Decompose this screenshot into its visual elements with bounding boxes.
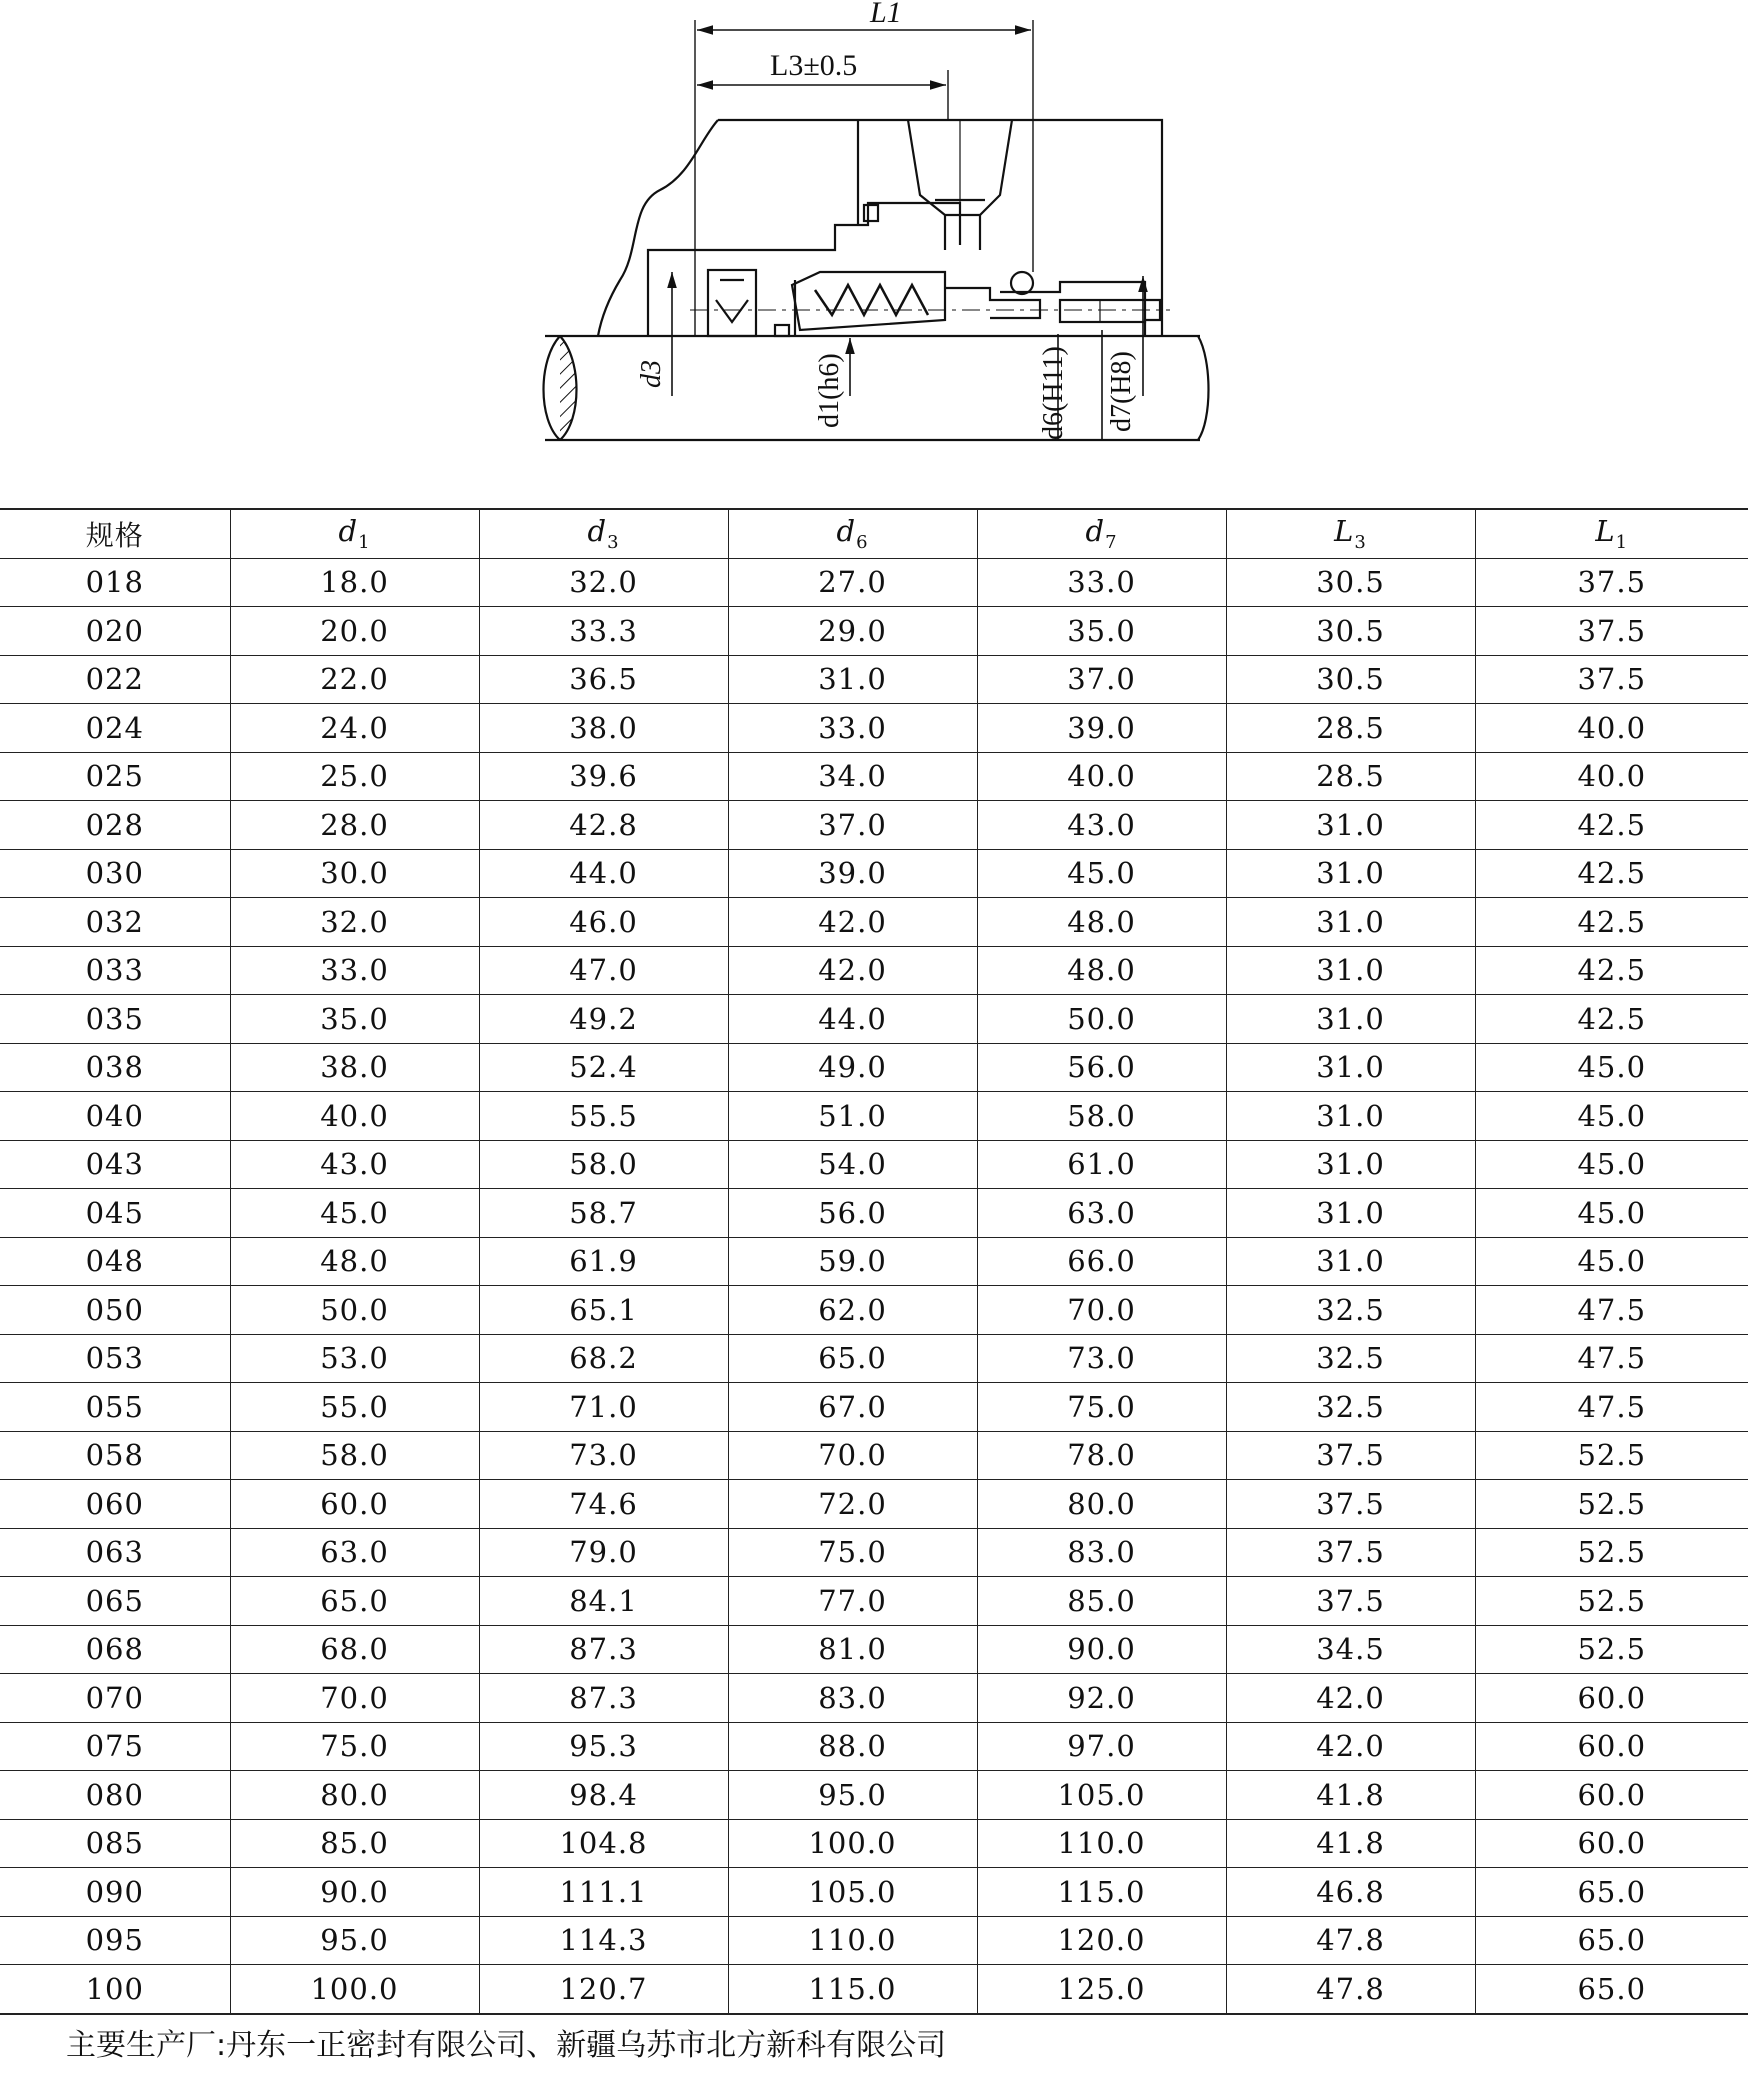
value-cell: 33.0 (728, 704, 977, 753)
value-cell: 37.5 (1475, 607, 1748, 656)
spec-cell: 038 (0, 1043, 230, 1092)
spec-cell: 048 (0, 1237, 230, 1286)
value-cell: 42.5 (1475, 801, 1748, 850)
value-cell: 33.0 (977, 558, 1226, 607)
value-cell: 65.0 (1475, 1965, 1748, 2014)
header-l1: $L_1$ (1475, 509, 1748, 558)
value-cell: 114.3 (479, 1916, 728, 1965)
value-cell: 37.0 (728, 801, 977, 850)
value-cell: 40.0 (977, 752, 1226, 801)
value-cell: 111.1 (479, 1868, 728, 1917)
spec-cell: 032 (0, 898, 230, 947)
value-cell: 31.0 (1226, 1237, 1475, 1286)
spec-cell: 053 (0, 1334, 230, 1383)
value-cell: 61.0 (977, 1140, 1226, 1189)
value-cell: 37.5 (1475, 655, 1748, 704)
header-d1: $d_1$ (230, 509, 479, 558)
spec-cell: 033 (0, 946, 230, 995)
table-body (0, 558, 1748, 2014)
value-cell: 24.0 (230, 704, 479, 753)
value-cell: 70.0 (230, 1674, 479, 1723)
value-cell: 65.1 (479, 1286, 728, 1335)
spec-cell: 055 (0, 1383, 230, 1432)
value-cell: 48.0 (230, 1237, 479, 1286)
value-cell: 95.0 (728, 1771, 977, 1820)
value-cell: 53.0 (230, 1334, 479, 1383)
value-cell: 47.5 (1475, 1286, 1748, 1335)
value-cell: 78.0 (977, 1431, 1226, 1480)
table-row (0, 1431, 1748, 1480)
value-cell: 45.0 (1475, 1237, 1748, 1286)
table-row (0, 1625, 1748, 1674)
value-cell: 47.0 (479, 946, 728, 995)
value-cell: 67.0 (728, 1383, 977, 1432)
table-row (0, 898, 1748, 947)
value-cell: 32.5 (1226, 1334, 1475, 1383)
table-row (0, 1916, 1748, 1965)
value-cell: 63.0 (977, 1189, 1226, 1238)
table-row (0, 558, 1748, 607)
value-cell: 52.5 (1475, 1625, 1748, 1674)
value-cell: 48.0 (977, 898, 1226, 947)
spec-cell: 050 (0, 1286, 230, 1335)
value-cell: 42.5 (1475, 849, 1748, 898)
value-cell: 62.0 (728, 1286, 977, 1335)
value-cell: 98.4 (479, 1771, 728, 1820)
value-cell: 37.0 (977, 655, 1226, 704)
value-cell: 125.0 (977, 1965, 1226, 2014)
spec-cell: 028 (0, 801, 230, 850)
table-header-row (0, 509, 1748, 558)
value-cell: 49.2 (479, 995, 728, 1044)
value-cell: 56.0 (977, 1043, 1226, 1092)
value-cell: 80.0 (977, 1480, 1226, 1529)
spec-cell: 030 (0, 849, 230, 898)
value-cell: 46.8 (1226, 1868, 1475, 1917)
value-cell: 73.0 (479, 1431, 728, 1480)
table-row (0, 995, 1748, 1044)
value-cell: 44.0 (479, 849, 728, 898)
value-cell: 35.0 (230, 995, 479, 1044)
spec-cell: 063 (0, 1528, 230, 1577)
value-cell: 52.5 (1475, 1431, 1748, 1480)
value-cell: 115.0 (728, 1965, 977, 2014)
table-row (0, 1771, 1748, 1820)
spec-cell: 043 (0, 1140, 230, 1189)
value-cell: 42.5 (1475, 898, 1748, 947)
value-cell: 60.0 (1475, 1674, 1748, 1723)
value-cell: 29.0 (728, 607, 977, 656)
value-cell: 39.0 (728, 849, 977, 898)
value-cell: 68.0 (230, 1625, 479, 1674)
spec-cell: 070 (0, 1674, 230, 1723)
d6-dimension-label: d6(H11) (1038, 346, 1069, 440)
value-cell: 61.9 (479, 1237, 728, 1286)
table-row (0, 1674, 1748, 1723)
table-row (0, 752, 1748, 801)
value-cell: 87.3 (479, 1674, 728, 1723)
spec-cell: 022 (0, 655, 230, 704)
value-cell: 65.0 (728, 1334, 977, 1383)
value-cell: 31.0 (728, 655, 977, 704)
value-cell: 30.5 (1226, 558, 1475, 607)
value-cell: 42.8 (479, 801, 728, 850)
value-cell: 40.0 (1475, 752, 1748, 801)
table-row (0, 1528, 1748, 1577)
value-cell: 42.5 (1475, 946, 1748, 995)
value-cell: 105.0 (728, 1868, 977, 1917)
value-cell: 36.5 (479, 655, 728, 704)
value-cell: 60.0 (1475, 1722, 1748, 1771)
value-cell: 50.0 (230, 1286, 479, 1335)
spec-cell: 025 (0, 752, 230, 801)
value-cell: 51.0 (728, 1092, 977, 1141)
value-cell: 71.0 (479, 1383, 728, 1432)
value-cell: 45.0 (1475, 1140, 1748, 1189)
table-row (0, 1237, 1748, 1286)
value-cell: 32.0 (479, 558, 728, 607)
spec-cell: 075 (0, 1722, 230, 1771)
value-cell: 38.0 (230, 1043, 479, 1092)
table-row (0, 1577, 1748, 1626)
value-cell: 70.0 (977, 1286, 1226, 1335)
value-cell: 31.0 (1226, 801, 1475, 850)
header-d3: $d_3$ (479, 509, 728, 558)
value-cell: 115.0 (977, 1868, 1226, 1917)
value-cell: 58.0 (479, 1140, 728, 1189)
value-cell: 49.0 (728, 1043, 977, 1092)
value-cell: 41.8 (1226, 1771, 1475, 1820)
value-cell: 83.0 (977, 1528, 1226, 1577)
value-cell: 37.5 (1226, 1431, 1475, 1480)
value-cell: 31.0 (1226, 1189, 1475, 1238)
spec-cell: 068 (0, 1625, 230, 1674)
value-cell: 47.8 (1226, 1916, 1475, 1965)
value-cell: 42.5 (1475, 995, 1748, 1044)
value-cell: 65.0 (1475, 1916, 1748, 1965)
value-cell: 80.0 (230, 1771, 479, 1820)
table-row (0, 1286, 1748, 1335)
value-cell: 65.0 (230, 1577, 479, 1626)
seal-cross-section-drawing (0, 0, 1748, 470)
spec-cell: 035 (0, 995, 230, 1044)
header-d6: $d_6$ (728, 509, 977, 558)
l3-dimension-label: L3±0.5 (770, 49, 858, 82)
value-cell: 41.8 (1226, 1819, 1475, 1868)
value-cell: 27.0 (728, 558, 977, 607)
value-cell: 43.0 (230, 1140, 479, 1189)
value-cell: 65.0 (1475, 1868, 1748, 1917)
value-cell: 95.3 (479, 1722, 728, 1771)
value-cell: 25.0 (230, 752, 479, 801)
spec-cell: 095 (0, 1916, 230, 1965)
value-cell: 110.0 (977, 1819, 1226, 1868)
d3-dimension-label: d3 (636, 360, 667, 388)
value-cell: 37.5 (1226, 1528, 1475, 1577)
value-cell: 77.0 (728, 1577, 977, 1626)
header-spec: 规格 (0, 509, 230, 558)
value-cell: 34.5 (1226, 1625, 1475, 1674)
value-cell: 79.0 (479, 1528, 728, 1577)
value-cell: 110.0 (728, 1916, 977, 1965)
value-cell: 50.0 (977, 995, 1226, 1044)
spec-cell: 020 (0, 607, 230, 656)
spec-cell: 040 (0, 1092, 230, 1141)
value-cell: 42.0 (728, 946, 977, 995)
value-cell: 70.0 (728, 1431, 977, 1480)
value-cell: 72.0 (728, 1480, 977, 1529)
spec-cell: 024 (0, 704, 230, 753)
value-cell: 31.0 (1226, 1092, 1475, 1141)
value-cell: 75.0 (230, 1722, 479, 1771)
value-cell: 46.0 (479, 898, 728, 947)
value-cell: 42.0 (1226, 1722, 1475, 1771)
spec-cell: 080 (0, 1771, 230, 1820)
value-cell: 60.0 (1475, 1771, 1748, 1820)
table-row (0, 1965, 1748, 2014)
value-cell: 47.5 (1475, 1383, 1748, 1432)
value-cell: 30.5 (1226, 655, 1475, 704)
value-cell: 38.0 (479, 704, 728, 753)
spec-cell: 100 (0, 1965, 230, 2014)
table-row (0, 1819, 1748, 1868)
spec-cell: 018 (0, 558, 230, 607)
value-cell: 59.0 (728, 1237, 977, 1286)
value-cell: 48.0 (977, 946, 1226, 995)
table-row (0, 1868, 1748, 1917)
value-cell: 85.0 (977, 1577, 1226, 1626)
value-cell: 120.7 (479, 1965, 728, 2014)
value-cell: 20.0 (230, 607, 479, 656)
table-row (0, 849, 1748, 898)
value-cell: 73.0 (977, 1334, 1226, 1383)
table-row (0, 1480, 1748, 1529)
value-cell: 30.0 (230, 849, 479, 898)
value-cell: 60.0 (1475, 1819, 1748, 1868)
value-cell: 52.5 (1475, 1480, 1748, 1529)
value-cell: 31.0 (1226, 849, 1475, 898)
table-row (0, 607, 1748, 656)
value-cell: 55.0 (230, 1383, 479, 1432)
spec-cell: 090 (0, 1868, 230, 1917)
value-cell: 28.0 (230, 801, 479, 850)
value-cell: 52.4 (479, 1043, 728, 1092)
value-cell: 56.0 (728, 1189, 977, 1238)
value-cell: 32.5 (1226, 1383, 1475, 1432)
value-cell: 44.0 (728, 995, 977, 1044)
value-cell: 52.5 (1475, 1528, 1748, 1577)
value-cell: 58.0 (230, 1431, 479, 1480)
value-cell: 28.5 (1226, 704, 1475, 753)
value-cell: 100.0 (230, 1965, 479, 2014)
value-cell: 45.0 (1475, 1043, 1748, 1092)
header-l3: $L_3$ (1226, 509, 1475, 558)
value-cell: 74.6 (479, 1480, 728, 1529)
value-cell: 75.0 (728, 1528, 977, 1577)
value-cell: 92.0 (977, 1674, 1226, 1723)
value-cell: 81.0 (728, 1625, 977, 1674)
value-cell: 31.0 (1226, 995, 1475, 1044)
value-cell: 31.0 (1226, 946, 1475, 995)
table-row (0, 1092, 1748, 1141)
value-cell: 63.0 (230, 1528, 479, 1577)
spec-cell: 058 (0, 1431, 230, 1480)
value-cell: 42.0 (728, 898, 977, 947)
value-cell: 85.0 (230, 1819, 479, 1868)
value-cell: 32.0 (230, 898, 479, 947)
value-cell: 90.0 (977, 1625, 1226, 1674)
value-cell: 37.5 (1475, 558, 1748, 607)
value-cell: 55.5 (479, 1092, 728, 1141)
value-cell: 120.0 (977, 1916, 1226, 1965)
value-cell: 52.5 (1475, 1577, 1748, 1626)
value-cell: 45.0 (1475, 1189, 1748, 1238)
table-row (0, 1334, 1748, 1383)
d7-dimension-label: d7(H8) (1106, 351, 1137, 432)
value-cell: 33.0 (230, 946, 479, 995)
value-cell: 42.0 (1226, 1674, 1475, 1723)
value-cell: 31.0 (1226, 1043, 1475, 1092)
value-cell: 45.0 (977, 849, 1226, 898)
value-cell: 66.0 (977, 1237, 1226, 1286)
spec-cell: 060 (0, 1480, 230, 1529)
spec-cell: 065 (0, 1577, 230, 1626)
value-cell: 37.5 (1226, 1577, 1475, 1626)
value-cell: 68.2 (479, 1334, 728, 1383)
table-row (0, 1043, 1748, 1092)
value-cell: 95.0 (230, 1916, 479, 1965)
table-row (0, 801, 1748, 850)
value-cell: 90.0 (230, 1868, 479, 1917)
value-cell: 22.0 (230, 655, 479, 704)
value-cell: 75.0 (977, 1383, 1226, 1432)
value-cell: 105.0 (977, 1771, 1226, 1820)
table-row (0, 1189, 1748, 1238)
value-cell: 58.0 (977, 1092, 1226, 1141)
value-cell: 39.6 (479, 752, 728, 801)
table-row (0, 1722, 1748, 1771)
l1-dimension-label: L1 (870, 0, 902, 29)
value-cell: 30.5 (1226, 607, 1475, 656)
value-cell: 97.0 (977, 1722, 1226, 1771)
value-cell: 45.0 (230, 1189, 479, 1238)
value-cell: 83.0 (728, 1674, 977, 1723)
header-d7: $d_7$ (977, 509, 1226, 558)
table-row (0, 655, 1748, 704)
table-row (0, 946, 1748, 995)
value-cell: 88.0 (728, 1722, 977, 1771)
value-cell: 87.3 (479, 1625, 728, 1674)
value-cell: 33.3 (479, 607, 728, 656)
dimension-table (0, 508, 1748, 2015)
value-cell: 18.0 (230, 558, 479, 607)
spec-cell: 085 (0, 1819, 230, 1868)
value-cell: 47.5 (1475, 1334, 1748, 1383)
value-cell: 34.0 (728, 752, 977, 801)
table-row (0, 1140, 1748, 1189)
table-row (0, 1383, 1748, 1432)
value-cell: 54.0 (728, 1140, 977, 1189)
value-cell: 45.0 (1475, 1092, 1748, 1141)
table-row (0, 704, 1748, 753)
value-cell: 40.0 (1475, 704, 1748, 753)
value-cell: 35.0 (977, 607, 1226, 656)
value-cell: 43.0 (977, 801, 1226, 850)
value-cell: 31.0 (1226, 898, 1475, 947)
value-cell: 60.0 (230, 1480, 479, 1529)
value-cell: 32.5 (1226, 1286, 1475, 1335)
spec-cell: 045 (0, 1189, 230, 1238)
value-cell: 47.8 (1226, 1965, 1475, 2014)
value-cell: 100.0 (728, 1819, 977, 1868)
value-cell: 104.8 (479, 1819, 728, 1868)
value-cell: 28.5 (1226, 752, 1475, 801)
value-cell: 40.0 (230, 1092, 479, 1141)
manufacturer-footnote: 主要生产厂:丹东一正密封有限公司、新疆乌苏市北方新科有限公司 (66, 2028, 947, 2063)
value-cell: 31.0 (1226, 1140, 1475, 1189)
d1-dimension-label: d1(h6) (814, 353, 845, 428)
value-cell: 58.7 (479, 1189, 728, 1238)
value-cell: 84.1 (479, 1577, 728, 1626)
value-cell: 39.0 (977, 704, 1226, 753)
value-cell: 37.5 (1226, 1480, 1475, 1529)
